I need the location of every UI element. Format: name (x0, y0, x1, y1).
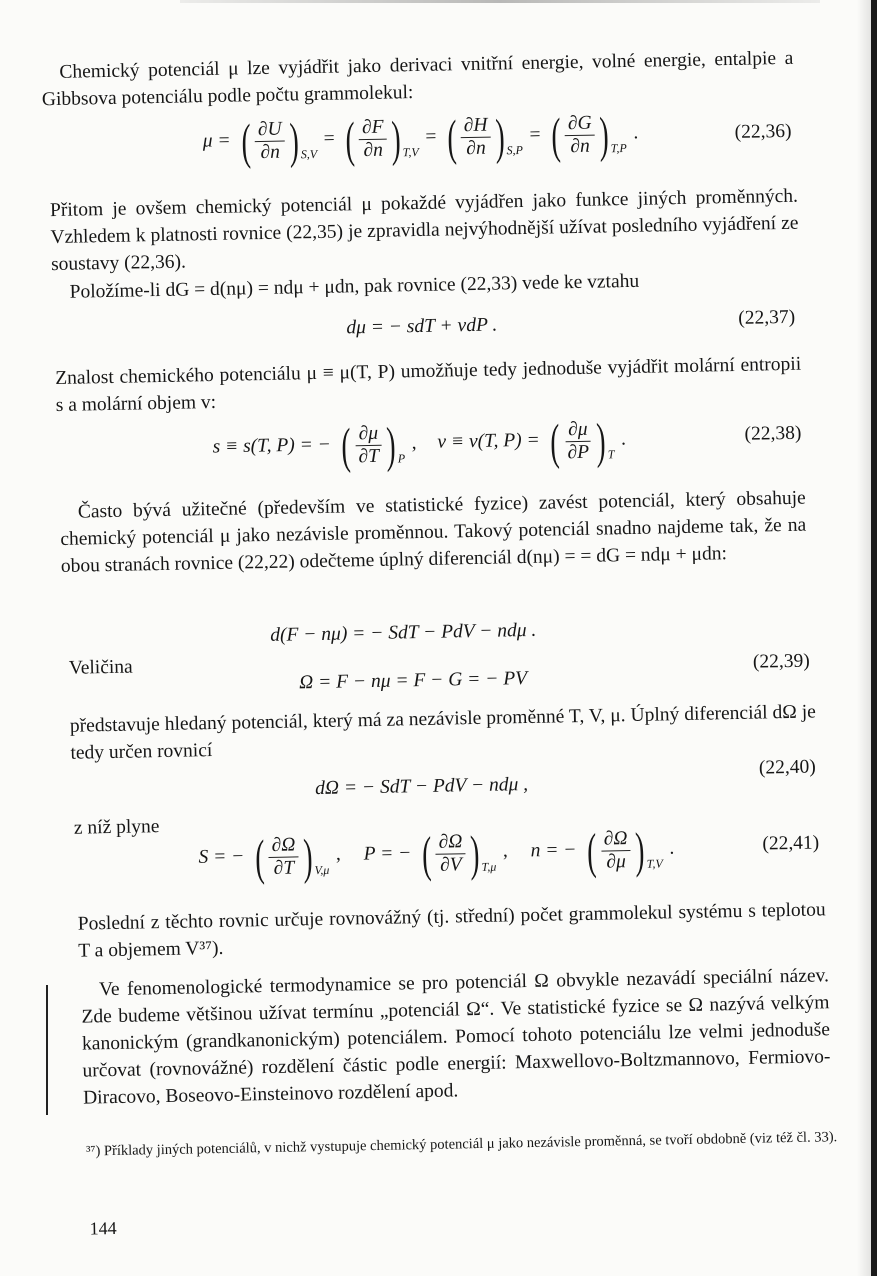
partial-derivative (418, 824, 497, 883)
equation-22-36 (202, 106, 639, 170)
equation-dF: d(F − nμ) = − SdT − PdV − ndμ . (270, 619, 537, 646)
paren-close: ) (289, 112, 300, 169)
equation-22-41 (198, 821, 675, 886)
fraction (254, 117, 287, 166)
subscript: T,P (610, 140, 627, 156)
paragraph-5: Často bývá užitečné (především ve statistické fyzice) zavést potenciál, který obsahuje chemický potenciál μ jako nezávisle proměnnou. Takový potenciál snadno najdeme tak, že na obou stranách rovnice (22,22) odečteme úplný diferenciál d(nμ) = = dG = ndμ + μdn: (60, 487, 807, 577)
partial-derivative (547, 106, 627, 164)
paren-close: ) (386, 416, 397, 473)
paren-close: ) (596, 412, 607, 469)
eq-P-lhs: P = − (363, 842, 412, 865)
equation-22-40: dΩ = − SdT − PdV − ndμ , (314, 774, 529, 800)
label-velicina: Veličina (68, 656, 133, 679)
eq-end: . (669, 837, 675, 859)
eq-n-lhs: n = − (530, 839, 577, 862)
eq-sign: = (323, 128, 335, 150)
numerator: ∂U (255, 118, 285, 142)
fraction (563, 417, 593, 466)
paren-open: ( (586, 822, 597, 879)
denominator: ∂n (363, 139, 384, 161)
paren-open: ( (550, 107, 561, 164)
equation-number-22-39: (22,39) (752, 650, 810, 673)
footnote-37: ³⁷) Příklady jiných potenciálů, v nichž vystupuje chemický potenciál μ jako nezávisle proměnná, se tvoří obdobně (viz též čl. 33). (85, 1129, 838, 1160)
paragraph-2: Přitom je ovšem chemický potenciál μ pokaždé vyjádřen jako funkce jiných proměnných. Vzhledem k platnosti rovnice (22,35) je zpravidla nejvýhodnější užívat posledního vyjádření ze soustavy (22,36). (49, 185, 799, 276)
paragraph-7: Poslední z těchto rovnic určuje rovnovážný (tj. střední) počet grammolekul systému s teplotou T a objemem V³⁷). (77, 899, 826, 962)
denominator: ∂n (570, 135, 591, 157)
fraction (358, 115, 388, 164)
denominator: ∂μ (606, 850, 627, 873)
paren-open: ( (340, 417, 352, 474)
equation-22-38 (212, 412, 627, 474)
paren-close: ) (598, 106, 610, 163)
fraction (459, 113, 492, 162)
paragraph-6: představuje hledaný potenciál, který má za nezávisle proměnné T, V, μ. Úplný diferenciál dΩ je tedy určen rovnicí (69, 701, 817, 764)
eq-comma: , (411, 432, 417, 454)
label-z-niz-plyne: z níž plyne (73, 816, 160, 839)
fraction (434, 829, 467, 878)
fraction (354, 421, 383, 470)
paragraph-3: Položíme-li dG = d(nμ) = ndμ + μdn, pak rovnice (22,33) vede ke vztahu (69, 270, 640, 303)
paren-open: ( (549, 413, 561, 470)
paragraph-4: Znalost chemického potenciálu μ ≡ μ(T, P) umožňuje tedy jednoduše vyjádřit molární entropii s a molární objem v: (55, 353, 802, 417)
denominator: ∂n (466, 137, 486, 159)
denominator: ∂n (260, 141, 281, 163)
fraction (267, 832, 300, 881)
numerator: ∂μ (355, 422, 381, 445)
subscript: T (607, 447, 615, 462)
paren-open: ( (421, 825, 432, 883)
denominator: ∂P (567, 441, 590, 463)
fraction (600, 826, 633, 875)
paren-open: ( (446, 109, 457, 166)
subscript: T,μ (481, 859, 497, 874)
numerator: ∂μ (565, 418, 591, 441)
subscript: S,V (300, 146, 318, 162)
eq-comma: , (335, 844, 341, 866)
equation-number-22-37: (22,37) (738, 306, 796, 329)
paren-close: ) (390, 110, 402, 167)
numerator: ∂G (565, 112, 595, 136)
paren-close: ) (494, 108, 506, 165)
partial-derivative (251, 828, 330, 886)
equation-22-37: dμ = − sdT + vdP . (346, 314, 498, 339)
partial-derivative (341, 110, 419, 168)
partial-derivative (546, 412, 615, 470)
paren-open: ( (254, 829, 265, 886)
partial-derivative (583, 821, 663, 879)
numerator: ∂H (461, 114, 491, 138)
partial-derivative (443, 108, 524, 166)
numerator: ∂F (359, 116, 387, 140)
paren-open: ( (344, 111, 356, 168)
eq-S-lhs: S = − (198, 845, 245, 868)
paragraph-intro: Chemický potenciál μ lze vyjádřit jako derivaci vnitřní energie, volné energie, entalpie a Gibbsova potenciálu podle počtu grammolekul: (41, 47, 794, 111)
equation-number-22-40: (22,40) (758, 756, 816, 779)
denominator: ∂T (273, 857, 295, 879)
subscript: T,V (646, 856, 663, 871)
paren-close: ) (634, 821, 646, 878)
partial-derivative (237, 112, 318, 170)
subscript: T,V (402, 144, 419, 160)
equation-number-22-38: (22,38) (744, 422, 802, 445)
equation-number-22-36: (22,36) (734, 120, 792, 143)
denominator: ∂V (439, 853, 462, 876)
subscript: V,μ (314, 862, 330, 878)
paragraph-8: Ve fenomenologické termodynamice se pro potenciál Ω obvykle nezavádí speciální název. Zde budeme většinou užívat termínu „potenciál Ω“. Ve statistické fyzice se Ω nazývá velkým kanonickým (grandkanonickým) potenciálem. Pomocí tohoto potenciálu lze velmi jednoduše určovat (rovnovážné) rozdělení částic podle energií: Maxwellovo-Boltzmannovo, Fermiovo-Diracovo, Boseovo-Einsteinovo rozdělení apod. (81, 965, 831, 1109)
eq-end: . (620, 428, 627, 450)
equation-number-22-41: (22,41) (762, 832, 820, 855)
paren-close: ) (302, 828, 314, 885)
paren-close: ) (469, 824, 481, 882)
paren-open: ( (240, 113, 251, 170)
margin-bar (46, 985, 48, 1115)
numerator: ∂Ω (268, 834, 298, 858)
eq-sign: = (529, 124, 541, 146)
partial-derivative (337, 416, 406, 474)
fraction (564, 111, 597, 160)
eq-s-lhs: s ≡ s(T, P) = − (212, 434, 332, 458)
page-number: 144 (89, 1217, 117, 1239)
numerator: ∂Ω (435, 831, 465, 855)
numerator: ∂Ω (601, 828, 631, 852)
subscript: P (397, 451, 406, 466)
subscript: S,P (506, 142, 524, 158)
eq-end: . (633, 122, 639, 144)
eq-sign: = (425, 126, 437, 148)
eq-v-lhs: v ≡ v(T, P) = (437, 430, 540, 454)
denominator: ∂T (358, 445, 380, 467)
eq-comma: , (502, 840, 508, 862)
eq-lhs: μ = (202, 130, 231, 152)
equation-22-39: Ω = F − nμ = F − G = − PV (298, 668, 528, 694)
